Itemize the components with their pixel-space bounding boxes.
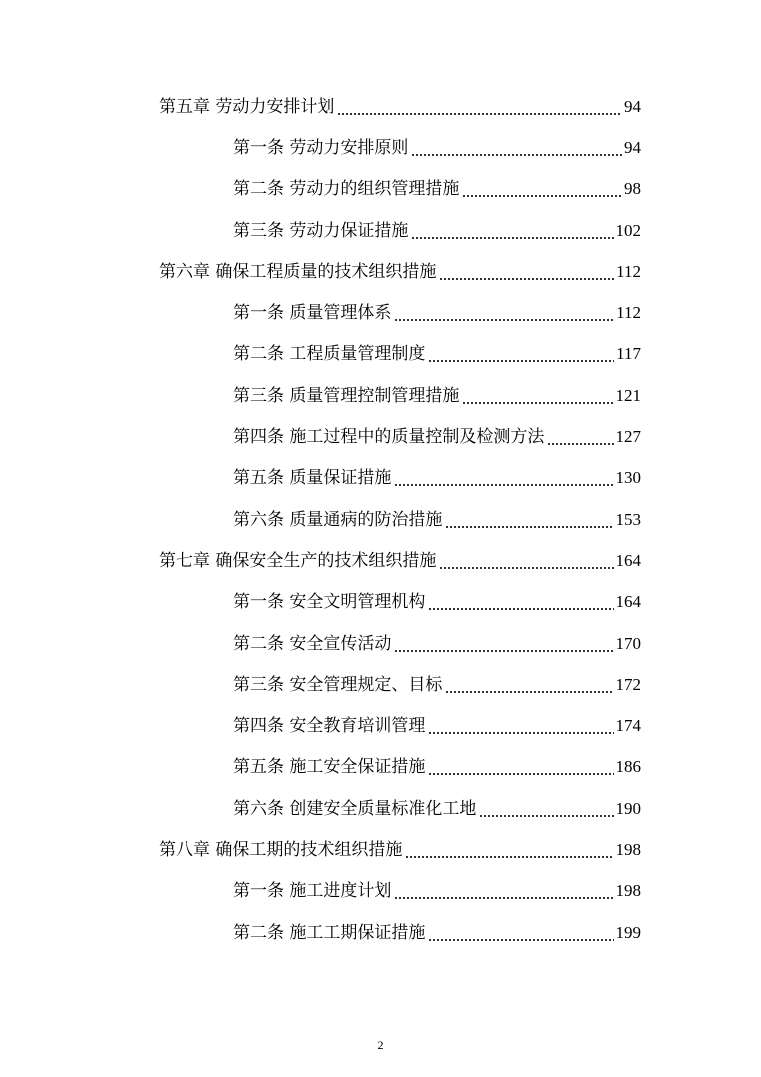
toc-entry-title: 第二条 施工工期保证措施: [233, 922, 426, 943]
toc-dot-leader: [428, 757, 613, 777]
toc-entry-page: 199: [615, 922, 641, 942]
toc-dot-leader: [462, 179, 622, 199]
toc-entry-section[interactable]: [0, 416, 761, 457]
toc-entry-title: 第一条 安全文明管理机构: [233, 592, 426, 613]
toc-entry-page: 190: [615, 798, 641, 818]
toc-entry-title: 第一条 质量管理体系: [233, 303, 392, 324]
toc-entry-title: 第一条 劳动力安排原则: [233, 137, 409, 158]
toc-entry-section[interactable]: [0, 664, 761, 705]
toc-dot-leader: [445, 510, 613, 530]
toc-entry-page: 153: [615, 509, 641, 529]
toc-entry-title: 第四条 施工过程中的质量控制及检测方法: [233, 427, 545, 448]
toc-entry-page: 127: [615, 427, 641, 447]
toc-dot-leader: [439, 262, 614, 282]
toc-dot-leader: [428, 344, 614, 364]
toc-entry-section[interactable]: [0, 788, 761, 829]
toc-entry-title: 第七章 确保安全生产的技术组织措施: [159, 550, 437, 571]
toc-entry-title: 第五章 劳动力安排计划: [159, 96, 335, 117]
toc-entry-title: 第三条 安全管理规定、目标: [233, 674, 443, 695]
toc-entry-title: 第一条 施工进度计划: [233, 881, 392, 902]
toc-entry-section[interactable]: [0, 582, 761, 623]
toc-entry-page: 98: [624, 179, 641, 199]
toc-dot-leader: [445, 675, 613, 695]
toc-entry-page: 170: [615, 633, 641, 653]
toc-dot-leader: [411, 221, 613, 241]
toc-entry-title: 第六章 确保工程质量的技术组织措施: [159, 261, 437, 282]
toc-entry-section[interactable]: [0, 747, 761, 788]
toc-entry-page: 164: [615, 592, 641, 612]
toc-entry-page: 112: [616, 303, 641, 323]
toc-dot-leader: [428, 923, 613, 943]
toc-entry-page: 94: [624, 137, 641, 157]
toc-entry-title: 第二条 劳动力的组织管理措施: [233, 179, 460, 200]
toc-entry-section[interactable]: [0, 210, 761, 251]
toc-entry-section[interactable]: [0, 499, 761, 540]
toc-entry-page: 130: [615, 468, 641, 488]
toc-dot-leader: [428, 716, 613, 736]
table-of-contents: [0, 86, 761, 953]
toc-entry-page: 174: [615, 716, 641, 736]
toc-entry-page: 164: [615, 550, 641, 570]
toc-entry-title: 第三条 劳动力保证措施: [233, 220, 409, 241]
toc-dot-leader: [394, 881, 613, 901]
toc-entry-title: 第五条 施工安全保证措施: [233, 757, 426, 778]
toc-entry-section[interactable]: [0, 871, 761, 912]
toc-entry-page: 198: [615, 839, 641, 859]
toc-entry-page: 198: [615, 881, 641, 901]
toc-dot-leader: [428, 592, 613, 612]
toc-entry-title: 第六条 质量通病的防治措施: [233, 509, 443, 530]
toc-entry-section[interactable]: [0, 292, 761, 333]
toc-entry-page: 186: [615, 757, 641, 777]
toc-entry-page: 121: [615, 385, 641, 405]
toc-entry-page: 94: [624, 96, 641, 116]
toc-entry-title: 第八章 确保工期的技术组织措施: [159, 839, 403, 860]
toc-entry-page: 102: [615, 220, 641, 240]
toc-entry-section[interactable]: [0, 623, 761, 664]
toc-entry-page: 172: [615, 674, 641, 694]
toc-entry-chapter-6[interactable]: [0, 251, 761, 292]
toc-dot-leader: [411, 138, 622, 158]
toc-entry-title: 第四条 安全教育培训管理: [233, 716, 426, 737]
toc-dot-leader: [394, 303, 614, 323]
toc-dot-leader: [337, 97, 622, 117]
toc-dot-leader: [547, 427, 613, 447]
toc-entry-chapter-5[interactable]: [0, 86, 761, 127]
toc-dot-leader: [394, 634, 613, 654]
toc-entry-chapter-8[interactable]: [0, 829, 761, 870]
toc-entry-title: 第二条 工程质量管理制度: [233, 344, 426, 365]
toc-entry-section[interactable]: [0, 458, 761, 499]
toc-entry-title: 第五条 质量保证措施: [233, 468, 392, 489]
page-number: 2: [377, 1038, 384, 1052]
toc-entry-section[interactable]: [0, 375, 761, 416]
toc-entry-section[interactable]: [0, 334, 761, 375]
toc-entry-section[interactable]: [0, 169, 761, 210]
toc-entry-section[interactable]: [0, 127, 761, 168]
toc-entry-title: 第三条 质量管理控制管理措施: [233, 385, 460, 406]
toc-entry-chapter-7[interactable]: [0, 540, 761, 581]
toc-entry-page: 117: [616, 344, 641, 364]
toc-dot-leader: [462, 386, 613, 406]
toc-entry-section[interactable]: [0, 912, 761, 953]
toc-dot-leader: [479, 799, 613, 819]
toc-entry-section[interactable]: [0, 705, 761, 746]
toc-dot-leader: [439, 551, 613, 571]
toc-dot-leader: [405, 840, 613, 860]
toc-entry-page: 112: [616, 261, 641, 281]
toc-entry-title: 第二条 安全宣传活动: [233, 633, 392, 654]
toc-dot-leader: [394, 468, 613, 488]
toc-entry-title: 第六条 创建安全质量标准化工地: [233, 798, 477, 819]
